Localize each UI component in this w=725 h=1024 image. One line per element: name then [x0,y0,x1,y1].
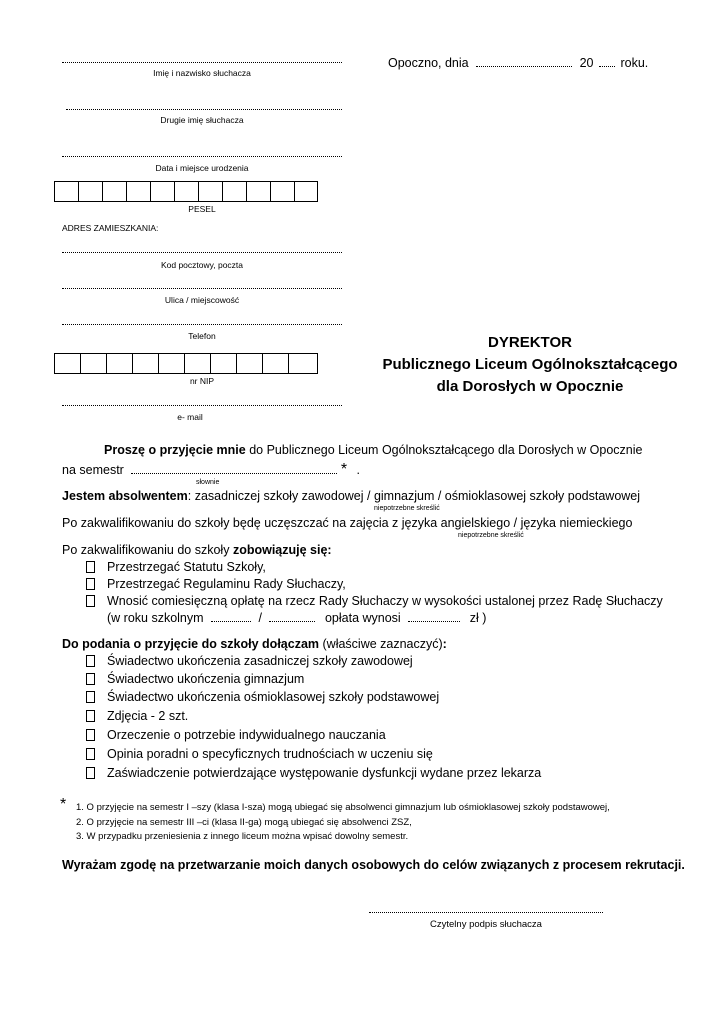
pesel-cell[interactable] [199,182,223,201]
pesel-cell[interactable] [103,182,127,201]
pesel-cell[interactable] [271,182,295,201]
pesel-cell[interactable] [247,182,271,201]
attachment-item[interactable] [86,766,541,780]
signature-label: Czytelny podpis słuchacza [430,919,542,930]
address-heading: ADRES ZAMIESZKANIA: [62,223,159,233]
nip-cell[interactable] [185,354,211,373]
request-bold: Proszę o przyjęcie mnie [104,443,246,457]
nip-cell[interactable] [107,354,133,373]
nip-cell[interactable] [55,354,81,373]
commitment-item [86,594,663,608]
attach-colon: : [442,637,447,651]
pesel-cell[interactable] [295,182,317,201]
commitment-item [86,577,346,591]
footnote-item: 3. W przypadku przeniesienia z innego liceum można wpisać dowolny semestr. [76,831,409,842]
attachment-text: Świadectwo ukończenia zasadniczej szkoły zawodowej [107,654,413,668]
commitment-item [86,560,266,574]
commit-bold: zobowiązuję się: [232,543,332,557]
date-prefix: Opoczno, dnia [388,56,469,70]
second-name-field[interactable] [66,109,342,110]
school-year-end-field[interactable] [269,620,315,622]
postal-field[interactable] [62,252,342,253]
fee-slash: / [258,611,262,625]
semester-end: . [356,463,361,477]
commitment-text: Przestrzegać Statutu Szkoły, [107,560,266,574]
attachment-item[interactable] [86,709,188,723]
language-line: Po zakwalifikowaniu do szkoły będę uczęszczać na zajęcia z języka angielskiego / języka niemieckiego [62,516,633,530]
nip-cell[interactable] [289,354,317,373]
name-label: Imię i nazwisko słuchacza [153,68,251,78]
email-label: e- mail [177,412,203,422]
footnote-item: 2. O przyjęcie na semestr III –ci (klasa II-ga) mogą ubiegać się absolwenci ZSZ, [76,817,412,828]
pesel-label: PESEL [188,204,216,214]
semester-field[interactable] [131,472,337,474]
checkbox-icon [86,561,95,573]
date-field[interactable] [476,65,572,67]
fee-suffix: zł ) [469,611,487,625]
attachment-item[interactable] [86,690,439,704]
nip-cell[interactable] [237,354,263,373]
semester-prefix: na semestr [62,463,124,477]
recipient-line-2: Publicznego Liceum Ogólnokształcącego [382,356,678,373]
attach-bold: Do podania o przyjęcie do szkoły dołączam [62,637,320,651]
commitment-text: Wnosić comiesięczną opłatę na rzecz Rady Słuchaczy w wysokości ustalonej przez Radę Słuchaczy [107,594,663,608]
graduate-bold: Jestem absolwentem [62,489,188,503]
request-rest: do Publicznego Liceum Ogólnokształcącego dla Dorosłych w Opocznie [249,443,643,457]
birth-label: Data i miejsce urodzenia [155,163,249,173]
attachment-text: Zdjęcia - 2 szt. [107,709,189,723]
attachment-text: Zaświadczenie potwierdzające występowanie dysfunkcji wydane przez lekarza [107,766,542,780]
attachment-text: Orzeczenie o potrzebie indywidualnego nauczania [107,728,386,742]
phone-field[interactable] [62,324,342,325]
phone-label: Telefon [188,331,216,341]
graduate-options: : zasadniczej szkoły zawodowej / gimnazjum / ośmioklasowej szkoły podstawowej [187,489,641,503]
second-name-label: Drugie imię słuchacza [160,115,244,125]
recipient-line-1: DYREKTOR [488,334,572,351]
street-field[interactable] [62,288,342,289]
checkbox-icon[interactable] [86,748,95,760]
cross-out-hint-1: niepotrzebne skreślić [374,505,440,512]
footnote-star: * [60,796,67,813]
attach-rest: (właściwe zaznaczyć) [322,637,443,651]
semester-line [62,461,360,479]
cross-out-hint-2: niepotrzebne skreślić [458,532,524,539]
checkbox-icon [86,595,95,607]
attachment-item[interactable] [86,672,304,686]
attachment-item[interactable] [86,747,433,761]
nip-grid[interactable] [54,353,318,374]
nip-cell[interactable] [263,354,289,373]
checkbox-icon[interactable] [86,767,95,779]
name-field[interactable] [62,62,342,63]
pesel-cell[interactable] [55,182,79,201]
year-suffix: roku. [620,56,649,70]
commit-line [62,543,332,557]
commit-prefix: Po zakwalifikowaniu do szkoły [62,543,230,557]
street-label: Ulica / miejscowość [164,295,240,305]
postal-label: Kod pocztowy, poczta [160,260,244,270]
attach-heading [62,637,447,651]
request-line [104,443,643,457]
graduate-line [62,489,640,503]
nip-label: nr NIP [189,376,215,386]
checkbox-icon[interactable] [86,710,95,722]
fee-mid: opłata wynosi [324,611,401,625]
pesel-cell[interactable] [79,182,103,201]
slownie-hint: słownie [196,479,220,486]
attachment-item[interactable] [86,654,413,668]
fee-prefix: (w roku szkolnym [107,611,204,625]
attachment-text: Świadectwo ukończenia gimnazjum [107,672,305,686]
checkbox-icon[interactable] [86,673,95,685]
nip-cell[interactable] [159,354,185,373]
year-field[interactable] [599,65,615,67]
date-line [388,56,648,70]
commitment-text: Przestrzegać Regulaminu Rady Słuchaczy, [107,577,346,591]
attachment-text: Opinia poradni o specyficznych trudnościach w uczeniu się [107,747,433,761]
checkbox-icon[interactable] [86,691,95,703]
school-year-start-field[interactable] [211,620,251,622]
nip-cell[interactable] [133,354,159,373]
checkbox-icon [86,578,95,590]
recipient-line-3: dla Dorosłych w Opocznie [436,378,624,395]
year-prefix: 20 [579,56,594,70]
semester-star: * [340,461,348,478]
footnote-item: 1. O przyjęcie na semestr I –szy (klasa I-sza) mogą ubiegać się absolwenci gimnazjum lub ośmioklasowej szkoły podstawowej, [76,802,610,813]
pesel-cell[interactable] [151,182,175,201]
fee-amount-field[interactable] [408,620,460,622]
pesel-grid[interactable] [54,181,318,202]
email-field[interactable] [62,405,342,406]
nip-cell[interactable] [211,354,237,373]
attachment-text: Świadectwo ukończenia ośmioklasowej szkoły podstawowej [107,690,440,704]
nip-cell[interactable] [81,354,107,373]
fee-line [107,611,486,625]
attachment-item[interactable] [86,728,386,742]
pesel-cell[interactable] [223,182,247,201]
checkbox-icon[interactable] [86,729,95,741]
consent-text: Wyrażam zgodę na przetwarzanie moich danych osobowych do celów związanych z procesem rekrutacji. [62,858,685,872]
signature-field[interactable] [369,912,603,913]
pesel-cell[interactable] [127,182,151,201]
birth-field[interactable] [62,156,342,157]
pesel-cell[interactable] [175,182,199,201]
checkbox-icon[interactable] [86,655,95,667]
